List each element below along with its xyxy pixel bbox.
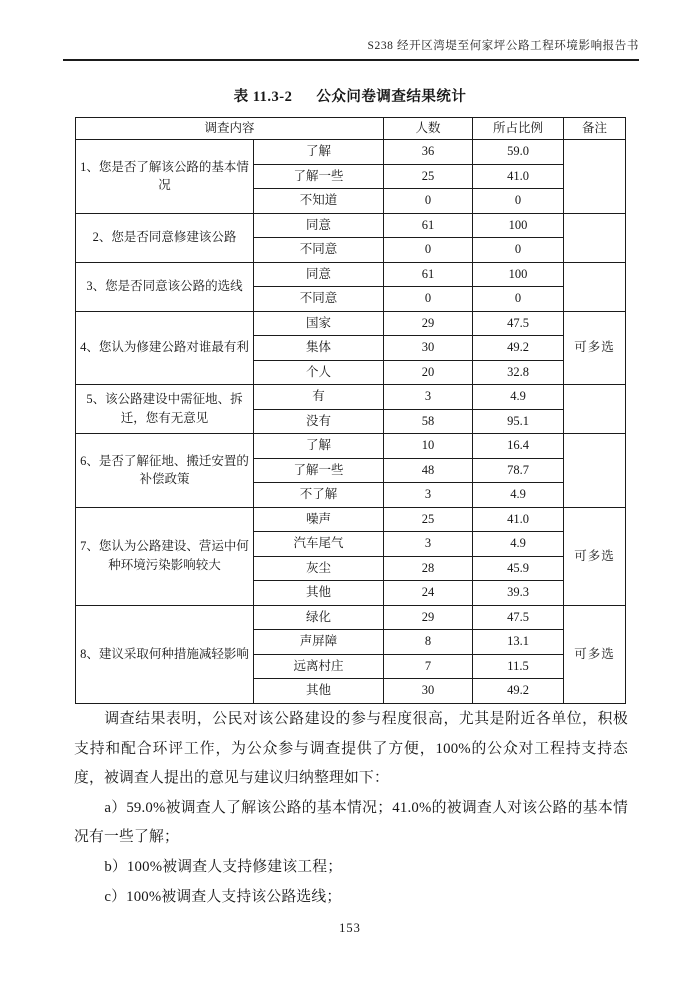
question-cell: 1、您是否了解该公路的基本情况	[76, 140, 254, 214]
remark-cell: 可多选	[564, 311, 626, 385]
table-row	[76, 262, 626, 287]
option-cell: 不同意	[254, 287, 384, 312]
count-cell: 0	[384, 189, 473, 214]
percent-cell: 45.9	[473, 556, 564, 581]
question-cell: 6、是否了解征地、搬迁安置的补偿政策	[76, 434, 254, 508]
count-cell: 48	[384, 458, 473, 483]
count-cell: 0	[384, 287, 473, 312]
remark-cell	[564, 385, 626, 434]
option-cell: 国家	[254, 311, 384, 336]
question-cell: 7、您认为公路建设、营运中何种环境污染影响较大	[76, 507, 254, 605]
option-cell: 不同意	[254, 238, 384, 263]
question-cell: 8、建议采取何种措施减轻影响	[76, 605, 254, 703]
remark-cell: 可多选	[564, 507, 626, 605]
count-cell: 30	[384, 679, 473, 704]
table-caption	[0, 85, 700, 106]
table-caption-number: 表 11.3-2	[233, 89, 293, 105]
option-cell: 集体	[254, 336, 384, 361]
option-cell: 有	[254, 385, 384, 410]
page-number: 153	[339, 921, 361, 935]
option-cell: 其他	[254, 581, 384, 606]
option-cell: 汽车尾气	[254, 532, 384, 557]
remark-cell	[564, 434, 626, 508]
count-cell: 20	[384, 360, 473, 385]
table-row	[76, 140, 626, 165]
remark-cell	[564, 262, 626, 311]
count-cell: 61	[384, 213, 473, 238]
count-cell: 10	[384, 434, 473, 459]
percent-cell: 0	[473, 287, 564, 312]
count-cell: 58	[384, 409, 473, 434]
option-cell: 了解一些	[254, 458, 384, 483]
remark-cell: 可多选	[564, 605, 626, 703]
option-cell: 其他	[254, 679, 384, 704]
column-header-count: 人数	[384, 118, 473, 140]
column-header-percentage: 所占比例	[473, 118, 564, 140]
question-cell: 5、该公路建设中需征地、拆迁，您有无意见	[76, 385, 254, 434]
option-cell: 远离村庄	[254, 654, 384, 679]
percent-cell: 100	[473, 213, 564, 238]
percent-cell: 16.4	[473, 434, 564, 459]
count-cell: 30	[384, 336, 473, 361]
table-row	[76, 213, 626, 238]
count-cell: 3	[384, 483, 473, 508]
count-cell: 7	[384, 654, 473, 679]
percent-cell: 47.5	[473, 311, 564, 336]
column-header-remark: 备注	[564, 118, 626, 140]
percent-cell: 0	[473, 189, 564, 214]
count-cell: 8	[384, 630, 473, 655]
table-row	[76, 311, 626, 336]
percent-cell: 13.1	[473, 630, 564, 655]
percent-cell: 95.1	[473, 409, 564, 434]
remark-cell	[564, 140, 626, 214]
count-cell: 61	[384, 262, 473, 287]
question-cell: 2、您是否同意修建该公路	[76, 213, 254, 262]
remark-cell	[564, 213, 626, 262]
table-row	[76, 385, 626, 410]
count-cell: 24	[384, 581, 473, 606]
count-cell: 29	[384, 311, 473, 336]
percent-cell: 41.0	[473, 164, 564, 189]
body-text	[74, 705, 628, 912]
count-cell: 3	[384, 532, 473, 557]
option-cell: 没有	[254, 409, 384, 434]
option-cell: 灰尘	[254, 556, 384, 581]
option-cell: 了解	[254, 434, 384, 459]
column-header-survey-content: 调查内容	[76, 118, 384, 140]
running-header: S238 经开区湾堤至何家坪公路工程环境影响报告书	[367, 40, 639, 52]
count-cell: 36	[384, 140, 473, 165]
option-cell: 噪声	[254, 507, 384, 532]
percent-cell: 49.2	[473, 336, 564, 361]
option-cell: 了解	[254, 140, 384, 165]
percent-cell: 47.5	[473, 605, 564, 630]
table-row	[76, 434, 626, 459]
option-cell: 同意	[254, 213, 384, 238]
table-header-row	[76, 118, 626, 140]
question-cell: 3、您是否同意该公路的选线	[76, 262, 254, 311]
table-row	[76, 605, 626, 630]
percent-cell: 4.9	[473, 385, 564, 410]
count-cell: 28	[384, 556, 473, 581]
finding-item: b）100%被调查人支持修建该工程；	[104, 858, 343, 875]
option-cell: 声屏障	[254, 630, 384, 655]
findings-list	[74, 794, 628, 912]
survey-results-table	[75, 117, 626, 704]
survey-table-body	[76, 140, 626, 704]
option-cell: 不知道	[254, 189, 384, 214]
count-cell: 0	[384, 238, 473, 263]
percent-cell: 32.8	[473, 360, 564, 385]
percent-cell: 78.7	[473, 458, 564, 483]
percent-cell: 100	[473, 262, 564, 287]
count-cell: 29	[384, 605, 473, 630]
percent-cell: 49.2	[473, 679, 564, 704]
count-cell: 25	[384, 164, 473, 189]
header-rule	[63, 59, 639, 61]
option-cell: 同意	[254, 262, 384, 287]
percent-cell: 4.9	[473, 532, 564, 557]
table-row	[76, 507, 626, 532]
summary-paragraph: 调查结果表明，公民对该公路建设的参与程度很高，尤其是附近各单位，积极支持和配合环评工作，为公众参与调查提供了方便，100%的公众对工程持支持态度，被调查人提出的意见与建议归纳整理如下：	[74, 711, 628, 787]
percent-cell: 39.3	[473, 581, 564, 606]
percent-cell: 4.9	[473, 483, 564, 508]
count-cell: 25	[384, 507, 473, 532]
count-cell: 3	[384, 385, 473, 410]
percent-cell: 41.0	[473, 507, 564, 532]
option-cell: 个人	[254, 360, 384, 385]
table-caption-text: 公众问卷调查结果统计	[316, 89, 467, 105]
option-cell: 不了解	[254, 483, 384, 508]
finding-item: c）100%被调查人支持该公路选线；	[104, 888, 342, 905]
option-cell: 绿化	[254, 605, 384, 630]
finding-item: a）59.0%被调查人了解该公路的基本情况；41.0%的被调查人对该公路的基本情况有一些了解；	[74, 799, 628, 846]
percent-cell: 11.5	[473, 654, 564, 679]
percent-cell: 59.0	[473, 140, 564, 165]
option-cell: 了解一些	[254, 164, 384, 189]
percent-cell: 0	[473, 238, 564, 263]
question-cell: 4、您认为修建公路对谁最有利	[76, 311, 254, 385]
